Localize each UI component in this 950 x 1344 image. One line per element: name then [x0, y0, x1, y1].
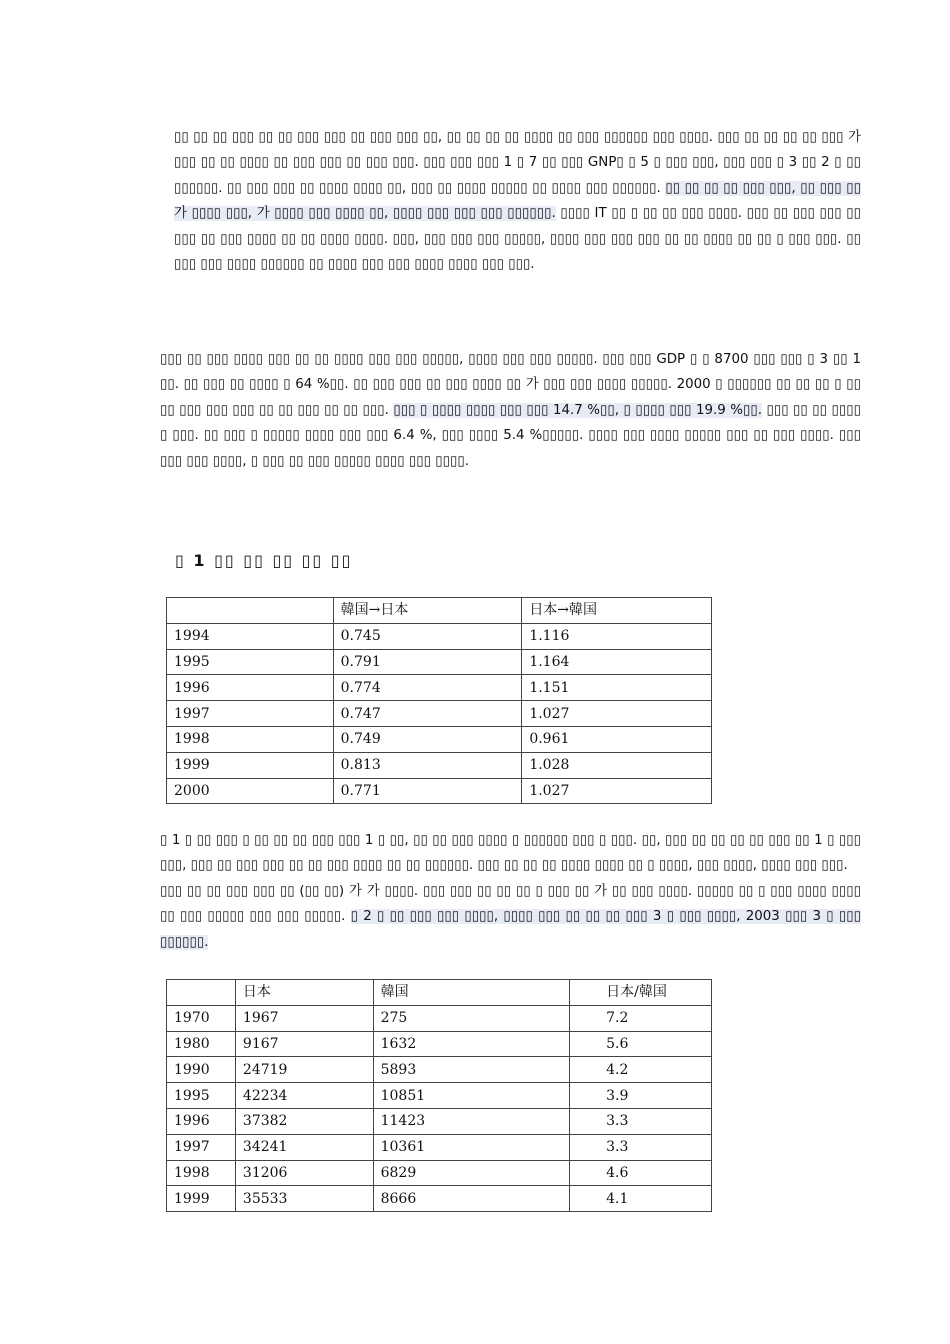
table-1-header-cell: 日本→韓国	[522, 598, 712, 624]
table-2-cell: 8666	[373, 1186, 570, 1212]
table-2-row	[167, 1108, 712, 1134]
table-2-cell: 34241	[235, 1134, 373, 1160]
paragraph-1-highlight: ▯▯ ▯▯ ▯▯ ▯▯ ▯▯▯ ▯▯▯, ▯▯ ▯▯▯ ▯▯ 가 ▯▯▯▯ ▯▯▯, 가 ▯▯▯▯ ▯▯▯ ▯▯▯▯ ▯▯, ▯▯▯▯ ▯▯▯ ▯▯▯ ▯▯▯ ▯▯▯▯▯▯.	[174, 180, 861, 222]
table-2-cell: 9167	[235, 1031, 373, 1057]
table-1-row	[167, 726, 712, 752]
table-1-cell: 0.813	[333, 752, 522, 778]
table-2-cell: 1998	[167, 1160, 236, 1186]
table-2-cell: 1632	[373, 1031, 570, 1057]
table-2-header-cell: 日本	[235, 980, 373, 1006]
table-2-cell: 1997	[167, 1134, 236, 1160]
table-2-header-row	[167, 980, 712, 1006]
table-2-cell: 1990	[167, 1057, 236, 1083]
table-1-cell: 0.774	[333, 675, 522, 701]
table-2-cell: 1995	[167, 1083, 236, 1109]
table-2-row	[167, 1134, 712, 1160]
table-1-row	[167, 649, 712, 675]
table-1-cell: 1.028	[522, 752, 712, 778]
table-2-cell: 4.6	[570, 1160, 712, 1186]
table-1-cell: 0.771	[333, 778, 522, 804]
table-1-row	[167, 778, 712, 804]
table-1-cell: 0.745	[333, 623, 522, 649]
table-2-header-cell: 日本/韓国	[570, 980, 712, 1006]
paragraph-2-highlight: ▯▯▯ ▯ ▯▯▯▯ ▯▯▯▯ ▯▯▯ ▯▯▯ 14.7 %▯▯, ▯ ▯▯▯▯ ▯▯▯ 19.9 %▯▯.	[393, 402, 762, 418]
table-2-header-cell: 韓国	[373, 980, 570, 1006]
table-1-row	[167, 623, 712, 649]
table-1-header-cell	[167, 598, 334, 624]
paragraph-3-text: ▯ 1 ▯ ▯▯ ▯▯▯ ▯ ▯▯ ▯▯ ▯▯ ▯▯▯ ▯▯▯ 1 ▯ ▯▯, ▯▯ ▯▯ ▯▯▯ ▯▯▯▯ ▯ ▯▯▯▯▯▯ ▯▯▯ ▯ ▯▯▯. ▯▯, ▯▯▯ ▯▯ ▯▯ ▯▯ ▯▯ ▯▯▯ ▯▯ 1 ▯ ▯▯▯ ▯▯▯, ▯▯▯ ▯▯ ▯▯▯ ▯▯▯ ▯▯ ▯▯ ▯▯▯ ▯▯▯▯ ▯▯ ▯▯ ▯▯▯▯▯▯. ▯▯▯ ▯▯ ▯▯ ▯▯ ▯▯▯▯ ▯▯▯▯ ▯▯ ▯ ▯▯▯▯, ▯▯▯ ▯▯▯▯, ▯▯▯▯ ▯▯▯ ▯▯▯.	[160, 833, 861, 874]
table-1-cell: 1997	[167, 701, 334, 727]
table-1-cell: 0.747	[333, 701, 522, 727]
table-2-row	[167, 1186, 712, 1212]
table-2-cell: 11423	[373, 1108, 570, 1134]
table-2-cell: 6829	[373, 1160, 570, 1186]
paragraph-3	[160, 828, 861, 955]
table-1-cell: 1.027	[522, 778, 712, 804]
table-1-row	[167, 752, 712, 778]
paragraph-3-text-2: ▯▯▯ ▯▯ ▯▯ ▯▯▯ ▯▯▯ ▯▯ (▯▯ ▯▯) 가 가 ▯▯▯▯. ▯▯▯ ▯▯▯ ▯▯ ▯▯ ▯▯ ▯ ▯▯▯ ▯▯ 가 ▯▯ ▯▯▯ ▯▯▯▯. ▯▯▯▯▯ ▯▯ ▯ ▯▯▯ ▯▯▯▯ ▯▯▯▯ ▯▯ ▯▯▯ ▯▯▯▯▯ ▯▯▯ ▯▯▯ ▯▯▯▯▯.	[160, 883, 861, 925]
table-2-cell: 42234	[235, 1083, 373, 1109]
table-1	[166, 597, 712, 804]
table-1-cell: 1996	[167, 675, 334, 701]
table-1-cell: 1.027	[522, 701, 712, 727]
table-2-row	[167, 1057, 712, 1083]
table-2-cell: 5893	[373, 1057, 570, 1083]
table-1-cell: 1999	[167, 752, 334, 778]
table-2-cell: 31206	[235, 1160, 373, 1186]
table-1-row	[167, 675, 712, 701]
table-2-cell: 24719	[235, 1057, 373, 1083]
table-1-cell: 0.961	[522, 726, 712, 752]
table-1-header-cell: 韓国→日本	[333, 598, 522, 624]
table-2-row	[167, 1160, 712, 1186]
paragraph-2-text: ▯▯▯ ▯▯ ▯▯▯ ▯▯▯▯ ▯▯▯ ▯▯ ▯▯ ▯▯▯▯ ▯▯▯ ▯▯▯ ▯▯▯▯▯, ▯▯▯▯ ▯▯▯ ▯▯▯ ▯▯▯▯▯. ▯▯▯ ▯▯▯ GDP ▯ ▯ 8700 ▯▯▯ ▯▯▯ ▯ 3 ▯▯ 1 ▯▯. ▯▯ ▯▯▯ ▯▯ ▯▯▯▯ ▯ 64 %▯▯. ▯▯ ▯▯▯ ▯▯▯ ▯▯ ▯▯▯ ▯▯▯▯ ▯▯ 가 ▯▯▯ ▯▯▯ ▯▯▯▯ ▯▯▯▯▯. 2000 ▯ ▯▯▯▯▯▯ ▯▯ ▯▯ ▯▯ ▯ ▯▯ ▯▯ ▯▯▯ ▯▯▯ ▯▯▯ ▯▯ ▯▯ ▯▯▯ ▯▯ ▯▯ ▯▯▯.	[160, 352, 861, 418]
table-2-row	[167, 1005, 712, 1031]
table-2-header-cell	[167, 980, 236, 1006]
table-1-heading: ▯ 1 ▯▯ ▯▯ ▯▯ ▯▯ ▯▯	[175, 551, 353, 570]
paragraph-2	[160, 347, 861, 474]
table-2-row	[167, 1083, 712, 1109]
table-2-cell: 3.9	[570, 1083, 712, 1109]
paragraph-1-text-end: ▯▯▯▯ IT ▯▯ ▯ ▯▯ ▯▯ ▯▯▯ ▯▯▯▯. ▯▯▯ ▯▯ ▯▯▯ ▯▯▯ ▯▯ ▯▯▯ ▯▯ ▯▯▯ ▯▯▯▯ ▯▯ ▯▯ ▯▯▯▯ ▯▯▯▯. ▯▯▯, ▯▯▯ ▯▯▯ ▯▯▯ ▯▯▯▯▯, ▯▯▯▯ ▯▯▯ ▯▯▯ ▯▯▯ ▯▯ ▯▯ ▯▯▯▯ ▯▯ ▯▯ ▯ ▯▯▯ ▯▯▯. ▯▯ ▯▯▯ ▯▯▯ ▯▯▯▯ ▯▯▯▯▯▯ ▯▯ ▯▯▯▯ ▯▯▯ ▯▯▯ ▯▯▯▯ ▯▯▯▯ ▯▯▯ ▯▯▯.	[174, 206, 861, 273]
table-1-cell: 0.749	[333, 726, 522, 752]
table-2	[166, 979, 712, 1212]
table-2-row	[167, 1031, 712, 1057]
table-2-cell: 1967	[235, 1005, 373, 1031]
table-2-cell: 5.6	[570, 1031, 712, 1057]
table-2-cell: 1999	[167, 1186, 236, 1212]
table-1-cell: 2000	[167, 778, 334, 804]
table-2-cell: 275	[373, 1005, 570, 1031]
paragraph-1	[174, 125, 861, 277]
table-2-cell: 1980	[167, 1031, 236, 1057]
table-1-cell: 1.151	[522, 675, 712, 701]
table-2-cell: 1970	[167, 1005, 236, 1031]
table-1-cell: 1995	[167, 649, 334, 675]
table-1-cell: 0.791	[333, 649, 522, 675]
paragraph-1-text: ▯▯ ▯▯ ▯▯ ▯▯▯ ▯▯ ▯▯ ▯▯▯ ▯▯▯ ▯▯ ▯▯▯ ▯▯▯ ▯▯, ▯▯ ▯▯ ▯▯ ▯▯ ▯▯▯▯ ▯▯ ▯▯▯ ▯▯▯▯▯▯ ▯▯▯ ▯▯▯▯. ▯▯▯ ▯▯ ▯▯ ▯▯ ▯▯ ▯▯▯ 가 ▯▯▯ ▯▯ ▯▯ ▯▯▯▯ ▯▯ ▯▯▯ ▯▯▯ ▯▯ ▯▯▯ ▯▯▯. ▯▯▯ ▯▯▯ ▯▯▯ 1 ▯ 7 ▯▯ ▯▯▯ GNP▯ ▯ 5 ▯ ▯▯▯ ▯▯▯, ▯▯▯ ▯▯▯ ▯ 3 ▯▯ 2 ▯ ▯▯ ▯▯▯▯▯▯. ▯▯ ▯▯▯ ▯▯▯ ▯▯ ▯▯▯▯ ▯▯▯▯ ▯▯, ▯▯▯ ▯▯ ▯▯▯▯ ▯▯▯▯▯ ▯▯ ▯▯▯▯ ▯▯▯ ▯▯▯▯▯▯.	[174, 130, 861, 196]
table-2-cell: 4.1	[570, 1186, 712, 1212]
table-2-cell: 35533	[235, 1186, 373, 1212]
paragraph-2-text-end: ▯▯▯ ▯▯ ▯▯ ▯▯▯▯ ▯ ▯▯▯. ▯▯ ▯▯▯ ▯ ▯▯▯▯▯ ▯▯▯▯ ▯▯▯ ▯▯▯ 6.4 %, ▯▯▯ ▯▯▯▯ 5.4 %▯▯▯▯▯. ▯▯▯▯ ▯▯▯ ▯▯▯▯ ▯▯▯▯▯ ▯▯▯ ▯▯ ▯▯▯ ▯▯▯▯. ▯▯▯ ▯▯▯ ▯▯▯ ▯▯▯▯, ▯ ▯▯▯ ▯▯ ▯▯▯ ▯▯▯▯▯ ▯▯▯▯ ▯▯▯ ▯▯▯▯.	[160, 402, 861, 469]
table-2-cell: 10851	[373, 1083, 570, 1109]
table-2-cell: 3.3	[570, 1108, 712, 1134]
paragraph-3-highlight: ▯ 2 ▯ ▯▯ ▯▯▯ ▯▯▯ ▯▯▯▯, ▯▯▯▯ ▯▯▯ ▯▯ ▯▯ ▯▯ ▯▯▯ 3 ▯ ▯▯▯ ▯▯▯▯, 2003 ▯▯▯ 3 ▯ ▯▯▯ ▯▯▯▯▯▯.	[160, 909, 861, 950]
table-2-cell: 1996	[167, 1108, 236, 1134]
table-2-cell: 37382	[235, 1108, 373, 1134]
table-1-header-row	[167, 598, 712, 624]
table-1-cell: 1.164	[522, 649, 712, 675]
table-2-cell: 10361	[373, 1134, 570, 1160]
table-1-cell: 1994	[167, 623, 334, 649]
table-1-cell: 1.116	[522, 623, 712, 649]
table-1-row	[167, 701, 712, 727]
table-2-cell: 4.2	[570, 1057, 712, 1083]
table-1-cell: 1998	[167, 726, 334, 752]
table-2-cell: 7.2	[570, 1005, 712, 1031]
table-2-cell: 3.3	[570, 1134, 712, 1160]
